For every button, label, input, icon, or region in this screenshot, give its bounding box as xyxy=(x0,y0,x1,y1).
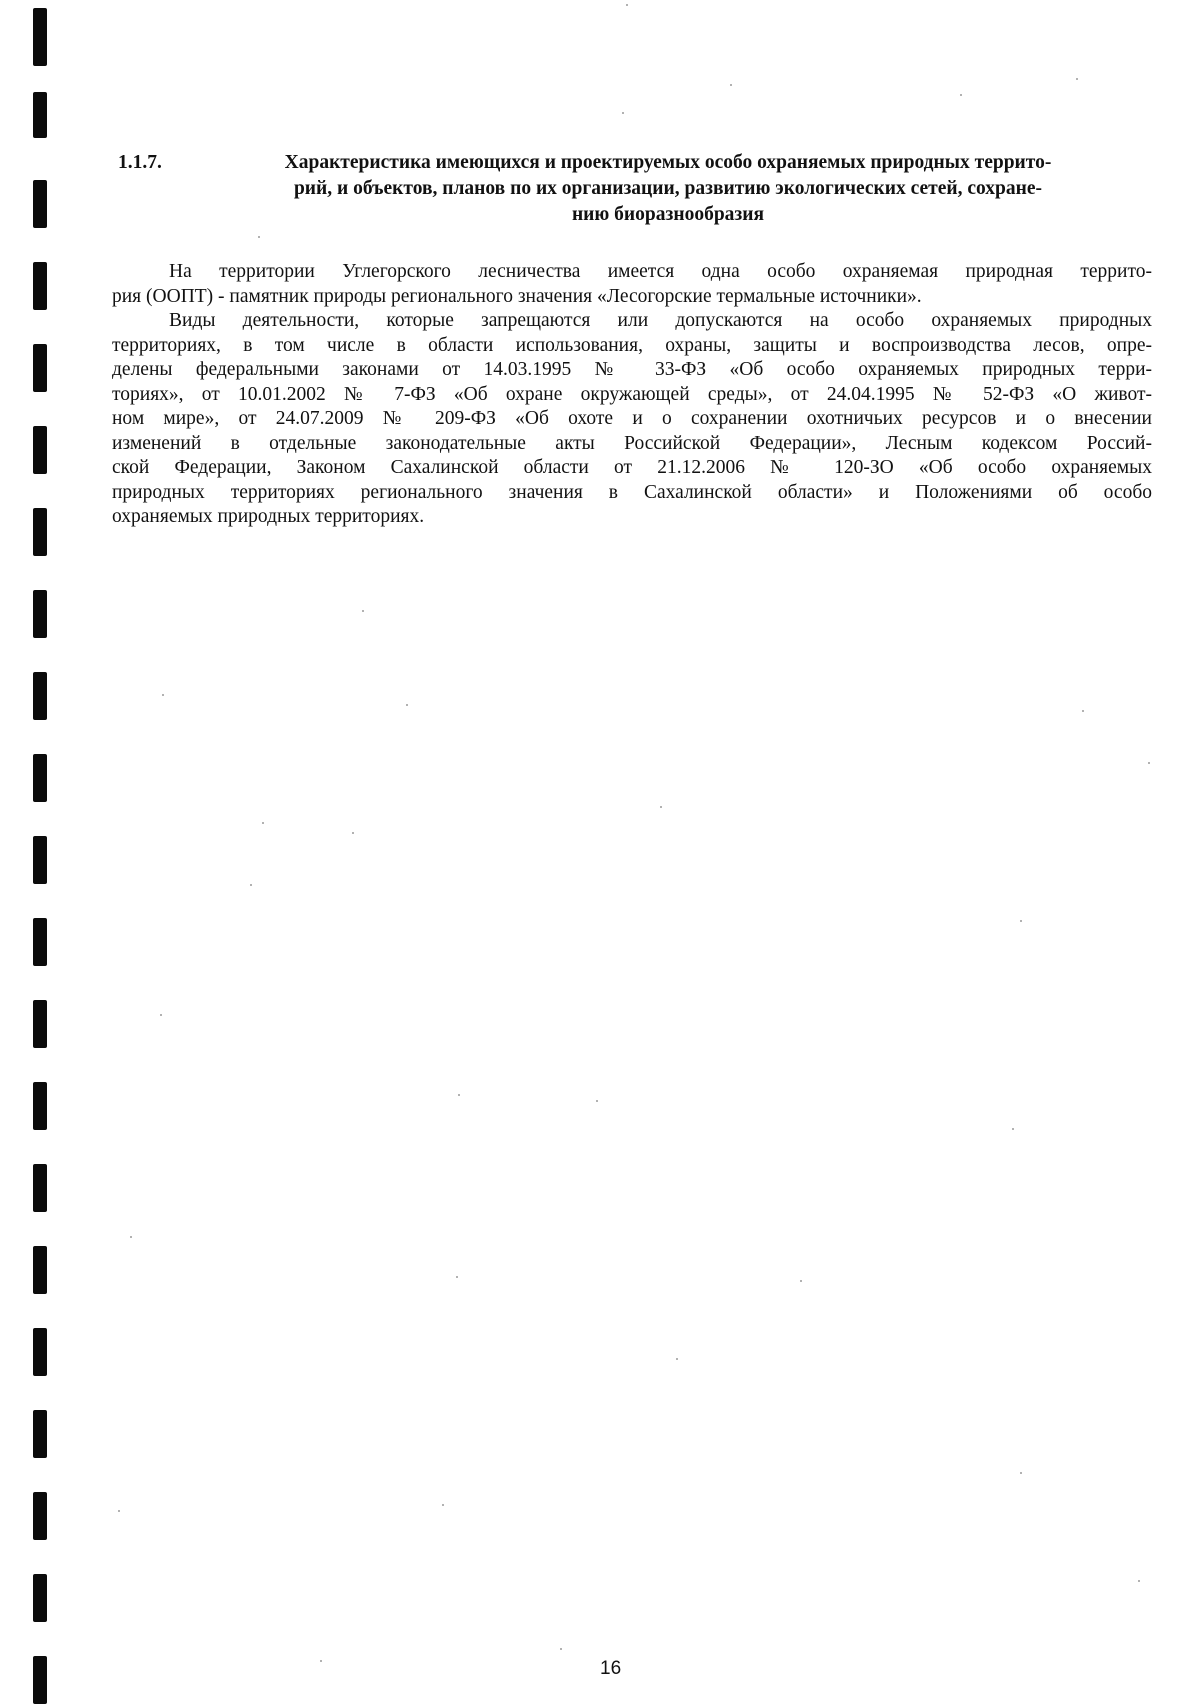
scan-speck xyxy=(676,1358,678,1360)
paragraph xyxy=(112,309,1152,530)
text-line: ской Федерации, Законом Сахалинской области от 21.12.2006 № 120-ЗО «Об особо охраняемых xyxy=(112,457,1152,478)
text-line: природных территориях регионального значения в Сахалинской области» и Положениями об особо xyxy=(112,481,1152,503)
section-heading xyxy=(118,150,1148,228)
scan-speck xyxy=(162,694,164,696)
scan-speck xyxy=(622,112,624,114)
text-line: делены федеральными законами от 14.03.1995 № 33-ФЗ «Об особо охраняемых природных терри- xyxy=(112,359,1152,380)
scan-speck xyxy=(626,4,628,6)
binding-holes xyxy=(33,0,49,1708)
section-title-line: нию биоразнообразия xyxy=(571,204,765,225)
scan-speck xyxy=(250,884,252,886)
binding-hole xyxy=(33,1328,47,1376)
section-title-line: рий, и объектов, планов по их организации, развитию экологических сетей, сохране- xyxy=(293,178,1043,199)
binding-hole xyxy=(33,1574,47,1622)
scan-speck xyxy=(960,94,962,96)
scan-speck xyxy=(458,1094,460,1096)
scan-speck xyxy=(258,236,260,238)
binding-hole xyxy=(33,92,47,138)
scan-speck xyxy=(800,1280,802,1282)
scan-speck xyxy=(442,1504,444,1506)
text-line: охраняемых природных территориях. xyxy=(112,506,425,527)
page-number: 16 xyxy=(600,1658,622,1679)
scan-speck xyxy=(456,1276,458,1278)
text-line: На территории Углегорского лесничества имеется одна особо охраняемая природная террито- xyxy=(169,261,1152,282)
body-text xyxy=(112,260,1152,530)
scan-speck xyxy=(320,1660,322,1662)
scan-speck xyxy=(352,832,354,834)
binding-hole xyxy=(33,8,47,66)
scan-speck xyxy=(1148,762,1150,764)
text-line: ном мире», от 24.07.2009 № 209-ФЗ «Об охоте и о сохранении охотничьих ресурсов и о внесении xyxy=(112,408,1152,429)
section-number: 1.1.7. xyxy=(118,152,162,173)
scan-speck xyxy=(596,1100,598,1102)
binding-hole xyxy=(33,836,47,884)
binding-hole xyxy=(33,1082,47,1130)
section-title-line: Характеристика имеющихся и проектируемых особо охраняемых природных террито- xyxy=(284,152,1052,173)
text-line: территориях, в том числе в области использования, охраны, защиты и воспроизводства лесов, опре- xyxy=(112,334,1152,356)
binding-hole xyxy=(33,262,47,310)
scan-speck xyxy=(1020,1472,1022,1474)
binding-hole xyxy=(33,1246,47,1294)
scan-speck xyxy=(160,1014,162,1016)
scan-speck xyxy=(730,84,732,86)
scan-speck xyxy=(130,1236,132,1238)
scan-speck xyxy=(560,1648,562,1650)
binding-hole xyxy=(33,1656,47,1704)
scan-speck xyxy=(1082,710,1084,712)
binding-hole xyxy=(33,1410,47,1458)
scan-speck xyxy=(1020,920,1022,922)
scan-speck xyxy=(660,806,662,808)
scan-speck xyxy=(262,822,264,824)
binding-hole xyxy=(33,180,47,228)
section-title xyxy=(188,150,1148,228)
scan-speck xyxy=(1138,1580,1140,1582)
scan-speck xyxy=(406,704,408,706)
binding-hole xyxy=(33,590,47,638)
binding-hole xyxy=(33,1492,47,1540)
binding-hole xyxy=(33,1164,47,1212)
scan-speck xyxy=(118,1510,120,1512)
binding-hole xyxy=(33,508,47,556)
binding-hole xyxy=(33,918,47,966)
binding-hole xyxy=(33,1000,47,1048)
text-line: изменений в отдельные законодательные акты Российской Федерации», Лесным кодексом Россий- xyxy=(112,432,1152,454)
text-line: рия (ООПТ) - памятник природы регионального значения «Лесогорские термальные источники». xyxy=(112,285,922,307)
scan-speck xyxy=(1012,1128,1014,1130)
paragraph xyxy=(112,260,1152,309)
binding-hole xyxy=(33,672,47,720)
binding-hole xyxy=(33,344,47,392)
binding-hole xyxy=(33,426,47,474)
text-line: ториях», от 10.01.2002 № 7-ФЗ «Об охране окружающей среды», от 24.04.1995 № 52-ФЗ «О живот- xyxy=(112,383,1152,405)
text-line: Виды деятельности, которые запрещаются или допускаются на особо охраняемых природных xyxy=(169,310,1152,331)
scan-speck xyxy=(1076,78,1078,80)
binding-hole xyxy=(33,754,47,802)
scan-speck xyxy=(362,610,364,612)
